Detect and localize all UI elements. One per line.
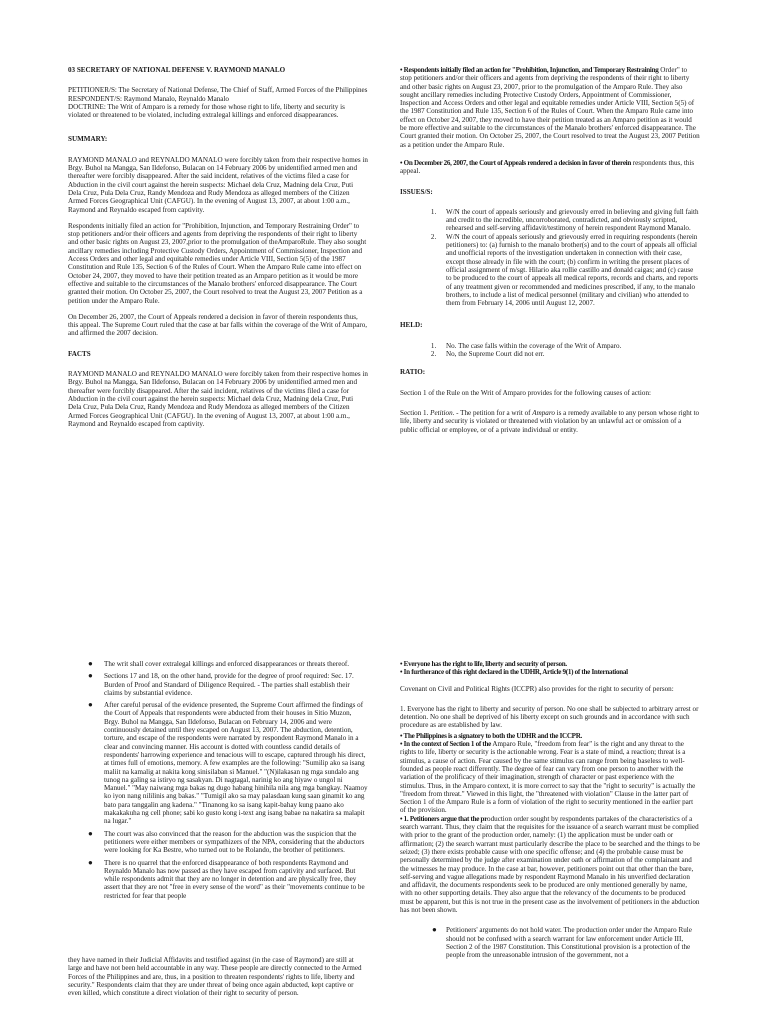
page-bottom-right bbox=[400, 660, 700, 960]
list-item: 2. No, the Supreme Court did not err. bbox=[438, 350, 700, 358]
list-item: ● There is no quarrel that the enforced disappearance of both respondents Raymond and Reynaldo Manalo has now passed as they have escaped from captivity and surfaced. But while respondents admit that they are no longer in detention and are physically free, they assert that they are not "free in every sense of the word" as their "movements continue to be restricted for fear that people bbox=[88, 857, 365, 900]
list-item: ● After careful perusal of the evidence presented, the Supreme Court affirmed the findings of the Court of Appeals that respondents were abducted from their houses in Sitio Muzon, Brgy. Buhol na Mangga, San Ildefonso, Bulacan on February 14, 2006 and were continuously detained until they escaped on August 13, 2007. The abduction, detention, torture, and escape of the respondents were narrated by respondent Raymond Manalo in a clear and convincing manner. His account is dotted with countless candid details of respondents' harrowing experience and tenacious will to escape, captured through his direct, at times full of emotions, memory. A few examples are the following: "Sumilip ako sa isang maliit na kamalig at nakita kong sinisilaban si Manuel." "(N)ilakasan ng mga sundalo ang tunog na galing sa istiryo ng sasakyan. Di nagtagal, narinig ko ang hiyaw o ungol ni Manuel." "May naiwang mga bakas ng dugo habang hinihila nila ang mga bangkay. Naamoy ko iyon nang nililinis ang bakas." "Tumigil ako sa may palasdaan kung saan ginamit ko ang bato para tanggalin ang kadena." "Tinanong ko sa isang kapit-bahay kung paano ako makakakuha ng cell phone; sabi ko gusto kong i-text ang isang babae na nakatira sa malapit na lugar." bbox=[88, 700, 368, 826]
continuation-paragraph: they have named in their Judicial Affidavits and testified against (in the case of Raymond) are still at large and have not been held accountable in any way. These people are directly connected to the Armed Forces of the Philippines and are, thus, in a position to threaten respondents' rights to life, liberty and security." Respondents claim that they are under threat of being once again abducted, kept captive or even killed, which constitute a direct violation of their right to security of person. bbox=[68, 956, 362, 998]
list-item: ● Sections 17 and 18, on the other hand, provide for the degree of proof required: Sec. 17. Burden of Proof and Standard of Diligence Required. - The parties shall establish their claims by substantial evidence. bbox=[88, 671, 354, 697]
list-item: 1. W/N the court of appeals seriously and grievously erred in believing and giving full faith and credit to the incredible, uncorroborated, contradicted, and obviously scripted, rehearsed and self-serving affidavit/testimony of herein respondent Raymond Manalo. bbox=[438, 208, 700, 233]
petitioners: PETITIONER/S: The Secretary of National Defense, The Chief of Staff, Armed Forces of the Philippines bbox=[68, 86, 368, 95]
freedom-from-fear-paragraph: • In the context of Section 1 of the Amparo Rule, "freedom from fear" is the right and any threat to the rights to life, liberty or security is the actionable wrong. Fear is a state of mind, a reaction; threat is a stimulus, a cause of action. Fear caused by the same stimulus can range from being baseless to well-founded as people react differently. The degree of fear can vary from one person to another with the variation of the prolificacy of their imagination, strength of character or past experience with the stimulus. Thus, in the Amparo context, it is more correct to say that the "right to security" is actually the "freedom from threat." Viewed in this light, the "threatened with violation" Clause in the latter part of Section 1 of the Amparo Rule is a form of violation of the right to security mentioned in the earlier part of the provision. bbox=[400, 740, 696, 815]
bullet-icon: ● bbox=[88, 700, 93, 710]
list-item: 2. W/N the court of appeals seriously and grievously erred in requiring respondents (herein petitioners) to: (a) furnish to the manalo brother(s) and to the court of appeals all official and unofficial reports of the investigation undertaken in connection with their case, except those already in file with the court; (b) confirm in writing the present places of official assignment of m/sgt. Hilario aka rollie castillo and donald caigas; and (c) cause to be produced to the court of appeals all medical reports, records and charts, and reports of any treatment given or recommended and medicines prescribed, if any, to the manalo brothers, to include a list of medical personnel (military and civilian) who attended to them from February 14, 2006 until August 12, 2007. bbox=[438, 233, 700, 308]
page-bottom-left bbox=[68, 660, 368, 904]
bullet-icon: ● bbox=[88, 828, 93, 838]
signatory-bullet: • The Philippines is a signatory to both the UDHR and the ICCPR. bbox=[400, 731, 583, 740]
section-1-paragraph: Section 1. Petition. - The petition for a writ of Amparo is a remedy available to any person whose right to life, liberty and security is violated or threatened with violation by an unlawful act or omission of a public official or employee, or of a private individual or entity. bbox=[400, 408, 700, 434]
list-item: 1. No. The case falls within the coverage of the Writ of Amparo. bbox=[438, 342, 700, 350]
issues-list bbox=[400, 208, 700, 308]
iccpr-paragraph: Covenant on Civil and Political Rights (ICCPR) also provides for the right to security of person: bbox=[400, 684, 674, 693]
issues-heading: ISSUES/S: bbox=[400, 187, 433, 196]
iccpr-article: 1. Everyone has the right to liberty and security of person. No one shall be subjected to arbitrary arrest or detention. No one shall be deprived of his liberty except on such grounds and in accordance with such procedure as are established by law. bbox=[400, 704, 699, 730]
page-top-right bbox=[400, 66, 700, 442]
court-appeals-bullet: • On December 26, 2007, the Court of Appeals rendered a decision in favor of therein respondents thus, this appeal. bbox=[400, 158, 695, 176]
udhr-bullet: • Everyone has the right to life, liberty and security of person. bbox=[400, 660, 567, 668]
iccpr-bullet: • In furtherance of this right declared in the UDHR, Article 9(1) of the International bbox=[400, 668, 628, 677]
doctrine: DOCTRINE: The Writ of Amparo is a remedy for those whose right to life, liberty and security is violated or threatened to be violated, including extralegal killings and enforced disappearances. bbox=[68, 102, 345, 120]
summary-paragraph: RAYMOND MANALO and REYNALDO MANALO were forcibly taken from their respective homes in Brgy. Buhol na Mangga, San Ildefonso, Bulacan on 14 February 2006 by unidentified armed men and thereafter were forcibly disappeared. After the said incident, relatives of the victims filed a case for Abduction in the civil court against the herein suspects: Michael dela Cruz, Madning dela Cruz, Puti Dela Cruz, Pula Dela Cruz, Randy Mendoza and Rudy Mendoza as alleged members of the Citizen Armed Forces Geographical Unit (CAFGU). In the evening of August 13, 2007, at about 1:00 a.m., Raymond and Reynaldo escaped from captivity. bbox=[68, 155, 368, 214]
bullet-icon: ● bbox=[432, 925, 437, 935]
list-item: ● Petitioners' arguments do not hold water. The production order under the Amparo Rule should not be confused with a search warrant for law enforcement under Article III, Section 2 of the 1987 Constitution. This Constitutional provision is a protection of the people from the unreasonable intrusion of the government, not a bbox=[432, 925, 692, 960]
facts-paragraph: RAYMOND MANALO and REYNALDO MANALO were forcibly taken from their respective homes in Brgy. Buhol na Mangga, San Ildefonso, Bulacan on 14 February 2006 by unidentified armed men and thereafter were forcibly disappeared. After the said incident, relatives of the victims filed a case for Abduction in the civil court against the herein suspects: Michael dela Cruz, Madning dela Cruz, Puti Dela Cruz, Pula Dela Cruz, Randy Mendoza and Rudy Mendoza as alleged members of the Citizen Armed Forces Geographical Unit (CAFGU). In the evening of August 13, 2007, at about 1:00 a.m., Raymond and Reynaldo escaped from captivity. bbox=[68, 370, 368, 428]
facts-heading: FACTS bbox=[68, 349, 91, 358]
bullet-icon: ● bbox=[88, 659, 93, 668]
summary-paragraph: Respondents initially filed an action for "Prohibition, Injunction, and Temporary Restraining Order" to stop petitioners and/or their officers and agents from depriving the respondents of their right to liberty and other basic rights on August 23, 2007,prior to the promulgation of theAmparoRule. They also sought ancillary remedies including Protective Custody Orders, Appointment of Commissioner, Inspection and Access Orders and other legal and equitable remedies under Article VIII, Section 5(5) of the 1987 Constitution and Rule 135, Section 6 of the Rules of Court. When the Amparo Rule came into effect on October 24, 2007, they moved to have their petition treated as an Amparo petition as it would be more effective and suitable to the circumstances of the Manalo brothers' enforced disappearance. The Court granted their motion. On October 25, 2007, the Court resolved to treat the August 23, 2007 Petition as a petition under the Amparo Rule. bbox=[68, 221, 367, 305]
ratio-heading: RATIO: bbox=[400, 368, 426, 377]
summary-heading: SUMMARY: bbox=[68, 135, 108, 144]
respondents: RESPONDENT/S: Raymond Manalo, Reynaldo Manalo bbox=[68, 94, 229, 103]
list-item: ● The court was also convinced that the reason for the abduction was the suspicion that the petitioners were either members or sympathizers of the NPA, considering that the abductors were looking for Ka Bestre, who turned out to be Rolando, the brother of petitioners. bbox=[88, 828, 365, 855]
production-order-paragraph: • 1. Petitioners argue that the production order sought by respondents partakes of the characteristics of a search warrant. Thus, they claim that the requisites for the issuance of a search warrant must be complied with prior to the grant of the production order, namely: (1) the application must be under oath or affirmation; (2) the search warrant must particularly describe the place to be searched and the things to be seized; (3) there exists probable cause with one specific offense; and (4) the probable cause must be personally determined by the judge after examination under oath or affirmation of the complainant and the witnesses he may produce. In the case at bar, however, petitioners point out that other than the bare, self-serving and vague allegations made by respondent Raymond Manalo in his unverified declaration and affidavit, the documents respondents seek to be produced are only mentioned generally by name, with no other supporting details. They also argue that the relevancy of the documents to be produced must be apparent, but this is not true in the present case as the involvement of petitioners in the abduction has not been shown. bbox=[400, 814, 700, 915]
held-list bbox=[400, 342, 700, 359]
page-top-left bbox=[68, 66, 368, 436]
summary-paragraph: On December 26, 2007, the Court of Appeals rendered a decision in favor of therein respondents thus, this appeal. The Supreme Court ruled that the case at bar falls within the coverage of the Writ of Amparo, and affirmed the 2007 decision. bbox=[68, 312, 368, 338]
bullet-icon: ● bbox=[88, 857, 93, 867]
case-title: 03 SECRETARY OF NATIONAL DEFENSE V. RAYMOND MANALO bbox=[68, 66, 286, 74]
ratio-paragraph: Section 1 of the Rule on the Writ of Amparo provides for the following causes of action: bbox=[400, 388, 651, 397]
held-heading: HELD: bbox=[400, 321, 423, 330]
bullet-list bbox=[68, 660, 368, 900]
bullet-icon: ● bbox=[88, 671, 93, 681]
respondents-bullet: • Respondents initially filed an action for "Prohibition, Injunction, and Temporary Restraining Order" to stop petitioners and/or their officers and agents from depriving the respondents of their right to liberty and other basic rights on August 23, 2007, prior to the promulgation of the Amparo Rule. They also sought ancillary remedies including Protective Custody Orders, Appointment of Commissioner, Inspection and Access Orders and other legal and equitable remedies under Article VIII, Section 5(5) of the 1987 Constitution and Rule 135, Section 6 of the Rules of Court. When the Amparo Rule came into effect on October 24, 2007, they moved to have their petition treated as an Amparo petition as it would be more effective and suitable to the circumstances of the Manalo brothers' enforced disappearance. The Court granted their motion. On October 25, 2007, the Court resolved to treat the August 23, 2007 Petition as a petition under the Amparo Rule. bbox=[400, 66, 700, 149]
list-item: ● The writ shall cover extralegal killings and enforced disappearances or threats thereof. bbox=[88, 659, 350, 668]
